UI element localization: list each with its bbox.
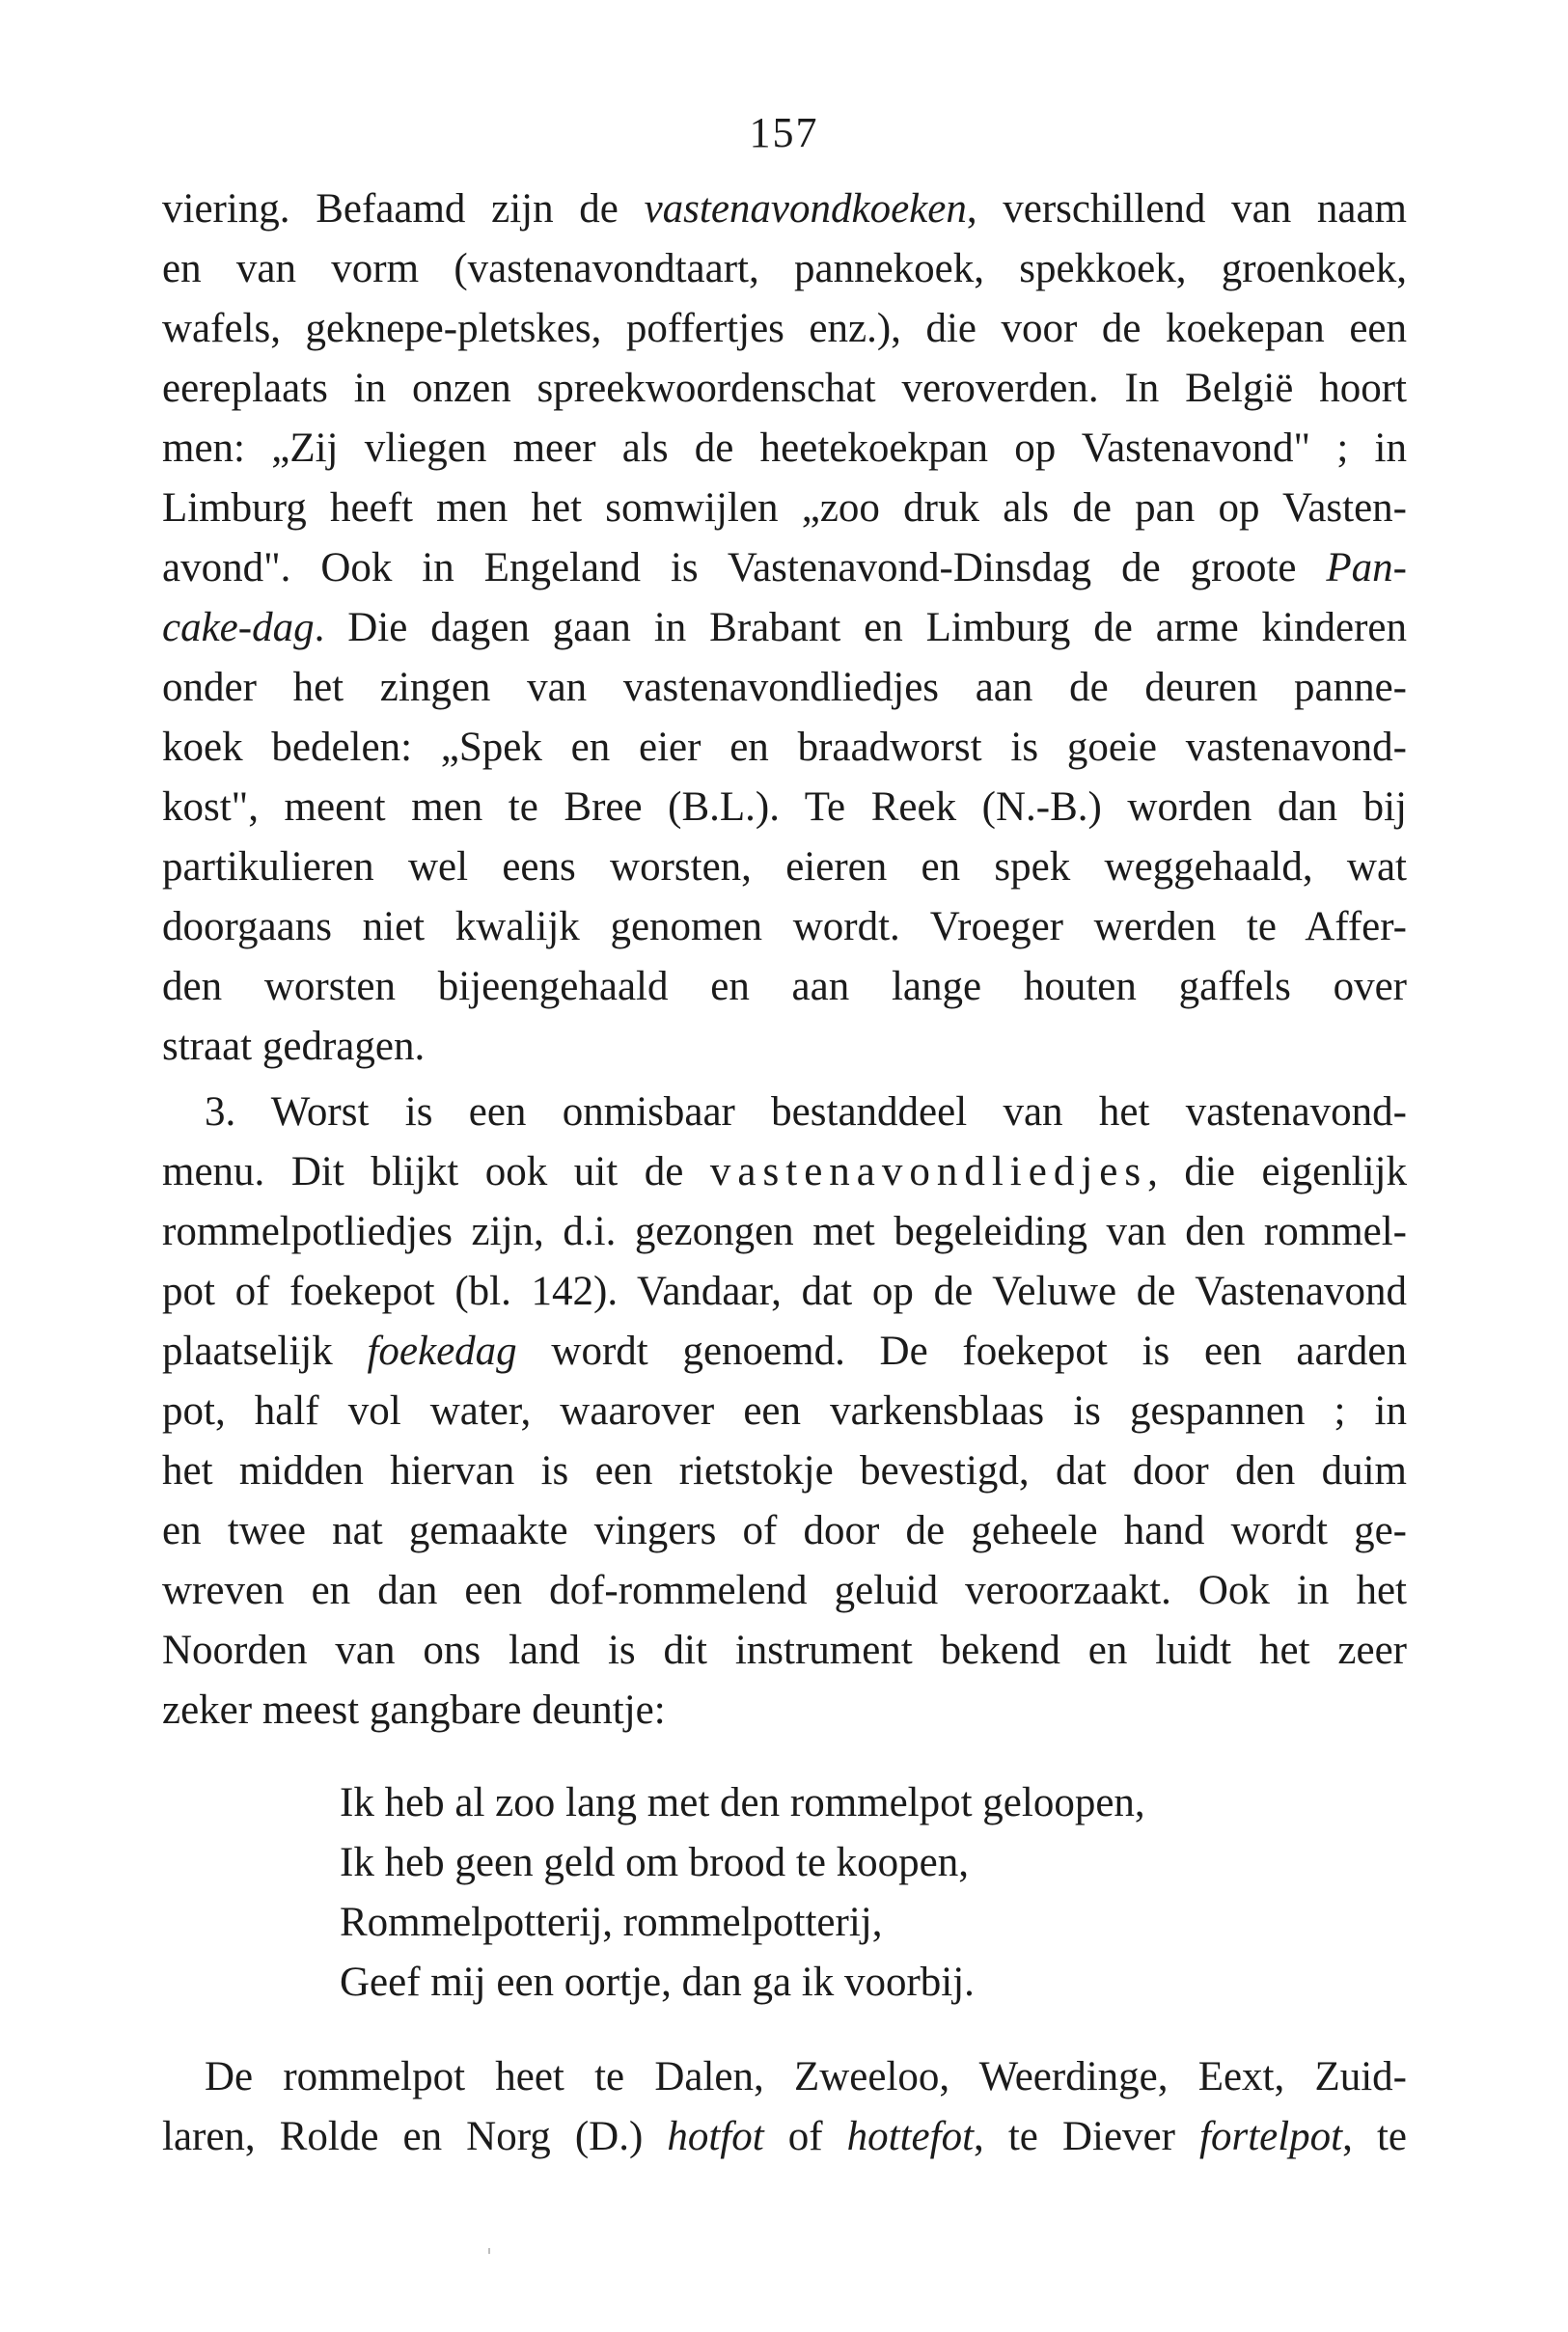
verse-line: Ik heb geen geld om brood te koopen,: [340, 1840, 969, 1885]
text-line: het midden hiervan is een rietstokje bevestigd, dat door den duim: [162, 1448, 1407, 1494]
text-line: wreven en dan een dof-rommelend geluid veroorzaakt. Ook in het: [162, 1568, 1407, 1613]
text-line: den worsten bijeengehaald en aan lange houten gaffels over: [162, 964, 1407, 1009]
text-line: men: „Zij vliegen meer als de heetekoekpan op Vastenavond" ; in: [162, 425, 1407, 471]
text-line: De rommelpot heet te Dalen, Zweeloo, Weerdinge, Eext, Zuid-: [205, 2054, 1407, 2099]
text-line: avond". Ook in Engeland is Vastenavond-Dinsdag de groote Pan-: [162, 545, 1407, 590]
text-line: Limburg heeft men het somwijlen „zoo druk als de pan op Vasten-: [162, 485, 1407, 531]
text-line: doorgaans niet kwalijk genomen wordt. Vroeger werden te Affer-: [162, 904, 1407, 949]
text-line: en van vorm (vastenavondtaart, pannekoek, spekkoek, groenkoek,: [162, 246, 1407, 291]
text-line: menu. Dit blijkt ook uit de vastenavondliedjes, die eigenlijk: [162, 1149, 1407, 1194]
text-line: wafels, geknepe-pletskes, poffertjes enz.), die voor de koekepan een: [162, 306, 1407, 351]
scan-speck: [488, 2248, 490, 2254]
text-line: Noorden van ons land is dit instrument bekend en luidt het zeer: [162, 1628, 1407, 1673]
verse-line: Geef mij een oortje, dan ga ik voorbij.: [340, 1960, 975, 2005]
text-line: cake-dag. Die dagen gaan in Brabant en Limburg de arme kinderen: [162, 605, 1407, 650]
text-line: eereplaats in onzen spreekwoordenschat veroverden. In België hoort: [162, 366, 1407, 411]
text-line: pot, half vol water, waarover een varkensblaas is gespannen ; in: [162, 1388, 1407, 1434]
text-line: 3. Worst is een onmisbaar bestanddeel van het vastenavond-: [205, 1089, 1407, 1135]
text-line: zeker meest gangbare deuntje:: [162, 1687, 666, 1733]
text-line: rommelpotliedjes zijn, d.i. gezongen met begeleiding van den rommel-: [162, 1209, 1407, 1254]
text-line: en twee nat gemaakte vingers of door de geheele hand wordt ge-: [162, 1508, 1407, 1553]
verse-line: Ik heb al zoo lang met den rommelpot geloopen,: [340, 1780, 1145, 1825]
text-line: partikulieren wel eens worsten, eieren en spek weggehaald, wat: [162, 844, 1407, 890]
page-number: 157: [749, 109, 819, 156]
text-line: onder het zingen van vastenavondliedjes aan de deuren panne-: [162, 665, 1407, 710]
text-line: koek bedelen: „Spek en eier en braadworst is goeie vastenavond-: [162, 725, 1407, 770]
text-line: plaatselijk foekedag wordt genoemd. De foekepot is een aarden: [162, 1329, 1407, 1374]
text-line: laren, Rolde en Norg (D.) hotfot of hottefot, te Diever fortelpot, te: [162, 2114, 1407, 2159]
text-line: pot of foekepot (bl. 142). Vandaar, dat op de Veluwe de Vastenavond: [162, 1269, 1407, 1314]
text-line: viering. Befaamd zijn de vastenavondkoeken, verschillend van naam: [162, 186, 1407, 232]
text-line: straat gedragen.: [162, 1024, 426, 1069]
text-line: kost", meent men te Bree (B.L.). Te Reek (N.-B.) worden dan bij: [162, 784, 1407, 830]
verse-line: Rommelpotterij, rommelpotterij,: [340, 1900, 883, 1945]
